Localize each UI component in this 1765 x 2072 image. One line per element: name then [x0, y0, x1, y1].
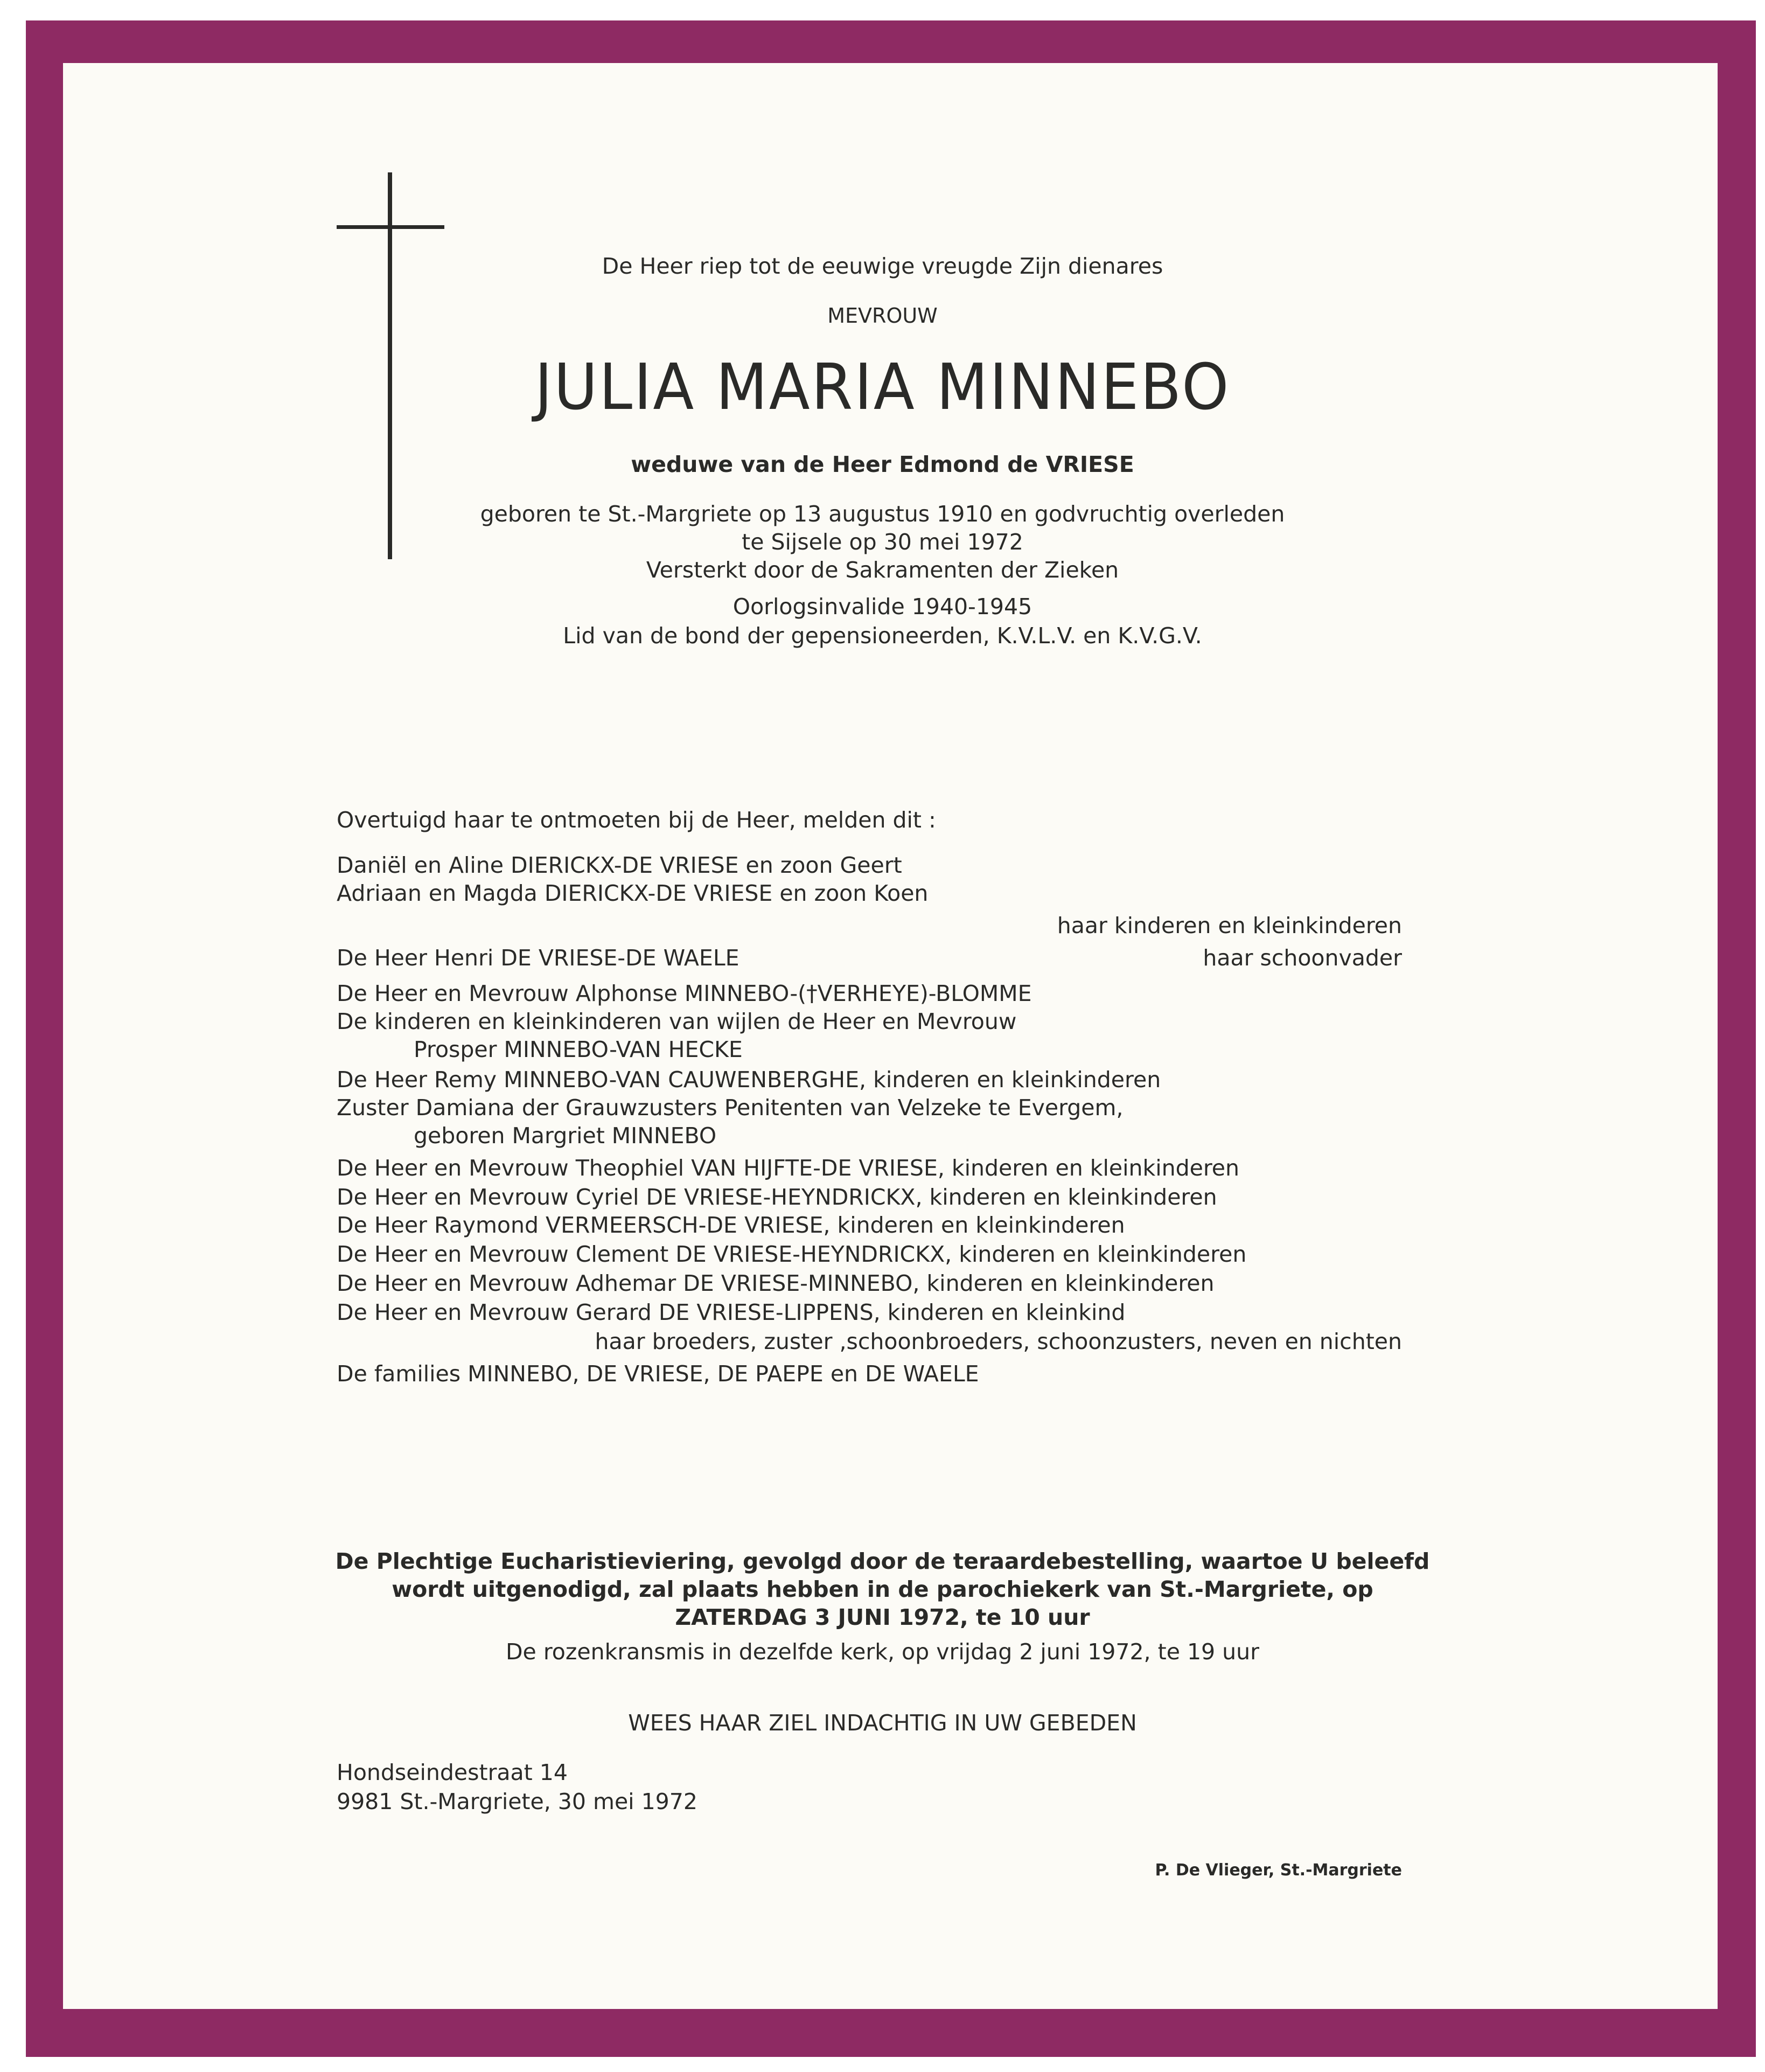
bio-line: te Sijsele op 30 mei 1972	[742, 529, 1023, 555]
family-line: Daniël en Aline DIERICKX-DE VRIESE en zoon Geert	[337, 852, 902, 878]
title-prefix: MEVROUW	[827, 304, 938, 328]
cross-icon-bar	[337, 225, 444, 229]
family-line: De Heer en Mevrouw Alphonse MINNEBO-(†VERHEYE)-BLOMME	[337, 981, 1032, 1006]
announce-intro: Overtuigd haar te ontmoeten bij de Heer, melden dit :	[337, 807, 936, 833]
family-line: De Heer Remy MINNEBO-VAN CAUWENBERGHE, kinderen en kleinkinderen	[337, 1067, 1161, 1093]
family-line: De Heer en Mevrouw Clement DE VRIESE-HEYNDRICKX, kinderen en kleinkinderen	[337, 1241, 1247, 1267]
bio-line: Lid van de bond der gepensioneerden, K.V.L.V. en K.V.G.V.	[563, 623, 1202, 649]
address-street: Hondseindestraat 14	[337, 1760, 568, 1785]
ceremony-line: wordt uitgenodigd, zal plaats hebben in de parochiekerk van St.-Margriete, op	[392, 1576, 1373, 1602]
family-line: De Heer Henri DE VRIESE-DE WAELE	[337, 945, 740, 971]
family-line: De Heer en Mevrouw Theophiel VAN HIJFTE-DE VRIESE, kinderen en kleinkinderen	[337, 1155, 1239, 1181]
bio-line: geboren te St.-Margriete op 13 augustus 1910 en godvruchtig overleden	[480, 501, 1285, 527]
ceremony-line: ZATERDAG 3 JUNI 1972, te 10 uur	[675, 1604, 1090, 1630]
intro-text: De Heer riep tot de eeuwige vreugde Zijn dienares	[602, 253, 1163, 279]
family-line: De Heer en Mevrouw Gerard DE VRIESE-LIPPENS, kinderen en kleinkind	[337, 1299, 1126, 1325]
ceremony-line: De Plechtige Eucharistieviering, gevolgd door de teraardebestelling, waartoe U beleefd	[335, 1548, 1430, 1574]
rosary-line: De rozenkransmis in dezelfde kerk, op vrijdag 2 juni 1972, te 19 uur	[505, 1639, 1259, 1665]
bio-line: Oorlogsinvalide 1940-1945	[732, 594, 1033, 620]
family-relation: haar broeders, zuster ,schoonbroeders, schoonzusters, neven en nichten	[595, 1329, 1402, 1354]
address-city-date: 9981 St.-Margriete, 30 mei 1972	[337, 1789, 697, 1814]
family-line: De families MINNEBO, DE VRIESE, DE PAEPE en DE WAELE	[337, 1361, 979, 1387]
family-line: Adriaan en Magda DIERICKX-DE VRIESE en zoon Koen	[337, 880, 929, 906]
prayer-line: WEES HAAR ZIEL INDACHTIG IN UW GEBEDEN	[628, 1710, 1137, 1736]
bio-line: Versterkt door de Sakramenten der Zieken	[646, 557, 1119, 583]
printer-credit: P. De Vlieger, St.-Margriete	[1155, 1861, 1402, 1880]
family-line: De Heer Raymond VERMEERSCH-DE VRIESE, kinderen en kleinkinderen	[337, 1212, 1125, 1238]
deceased-name: JULIA MARIA MINNEBO	[534, 350, 1231, 424]
family-line: De Heer en Mevrouw Cyriel DE VRIESE-HEYNDRICKX, kinderen en kleinkinderen	[337, 1184, 1217, 1210]
family-relation: haar kinderen en kleinkinderen	[1057, 913, 1402, 938]
family-line: Zuster Damiana der Grauwzusters Penitenten van Velzeke te Evergem,	[337, 1095, 1124, 1121]
widow-of: weduwe van de Heer Edmond de VRIESE	[631, 451, 1134, 477]
family-relation: haar schoonvader	[1203, 945, 1402, 971]
family-line: Prosper MINNEBO-VAN HECKE	[414, 1037, 743, 1062]
family-line: De kinderen en kleinkinderen van wijlen de Heer en Mevrouw	[337, 1009, 1017, 1034]
family-line: De Heer en Mevrouw Adhemar DE VRIESE-MINNEBO, kinderen en kleinkinderen	[337, 1270, 1215, 1296]
family-line: geboren Margriet MINNEBO	[414, 1123, 717, 1149]
